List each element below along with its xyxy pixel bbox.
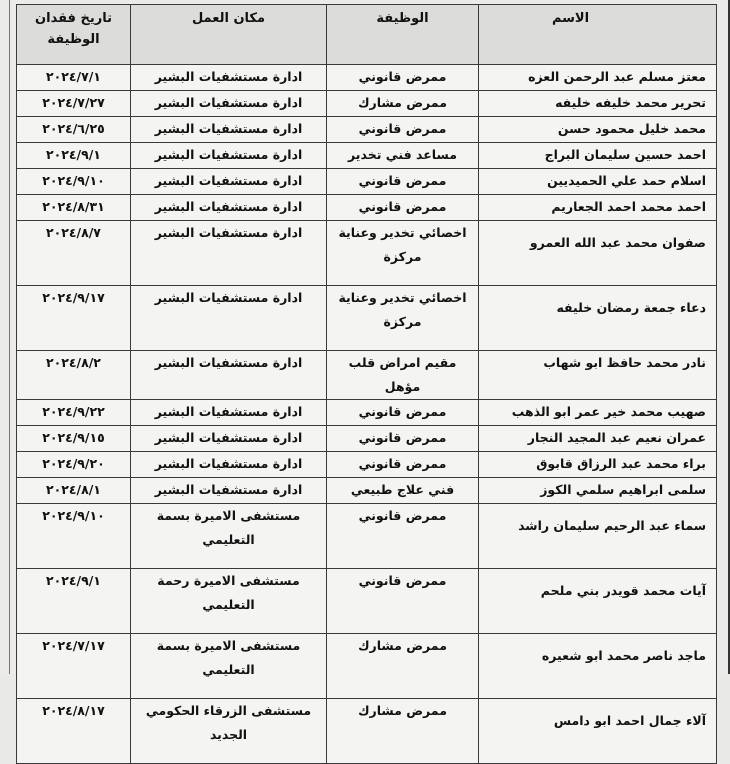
date-cell: ٢٠٢٤/٨/٢ [17,351,131,400]
table-row [17,400,717,426]
name-cell: ماجد ناصر محمد ابو شعيره [479,634,717,699]
place-cell: ادارة مستشفيات البشير [131,400,327,426]
date-cell: ٢٠٢٤/٩/٢٢ [17,400,131,426]
name-cell: سلمى ابراهيم سلمي الكوز [479,478,717,504]
date-cell: ٢٠٢٤/٩/١٠ [17,504,131,569]
table-row [17,169,717,195]
date-cell: ٢٠٢٤/٦/٢٥ [17,117,131,143]
table-row [17,221,717,286]
name-cell: دعاء جمعة رمضان خليفه [479,286,717,351]
table-row [17,351,717,400]
table-row [17,634,717,699]
place-cell: ادارة مستشفيات البشير [131,221,327,286]
header-row [17,5,717,65]
name-cell: احمد حسين سليمان البراج [479,143,717,169]
place-cell: ادارة مستشفيات البشير [131,426,327,452]
table-row [17,478,717,504]
name-cell: معتز مسلم عبد الرحمن العزه [479,65,717,91]
date-cell: ٢٠٢٤/٩/٢٠ [17,452,131,478]
job-cell: ممرض قانوني [327,195,479,221]
table-row [17,286,717,351]
table-row [17,117,717,143]
job-cell: ممرض مشارك [327,699,479,764]
place-cell: ادارة مستشفيات البشير [131,452,327,478]
table-row [17,452,717,478]
job-cell: ممرض قانوني [327,400,479,426]
job-loss-table [16,4,717,764]
date-cell: ٢٠٢٤/٨/١٧ [17,699,131,764]
name-cell: عمران نعيم عبد المجيد النجار [479,426,717,452]
header-name: الاسم [479,5,717,65]
name-cell: آيات محمد قويدر بني ملحم [479,569,717,634]
date-cell: ٢٠٢٤/٧/١ [17,65,131,91]
name-cell: براء محمد عبد الرزاق قابوق [479,452,717,478]
table-row [17,504,717,569]
header-date: تاريخ فقدان الوظيفة [17,5,131,65]
job-cell: مساعد فني تخدير [327,143,479,169]
name-cell: آلاء جمال احمد ابو دامس [479,699,717,764]
job-cell: ممرض قانوني [327,117,479,143]
date-cell: ٢٠٢٤/٨/١ [17,478,131,504]
date-cell: ٢٠٢٤/٩/١ [17,569,131,634]
place-cell: مستشفى الاميرة رحمة التعليمي [131,569,327,634]
place-cell: مستشفى الاميرة بسمة التعليمي [131,504,327,569]
date-cell: ٢٠٢٤/٧/١٧ [17,634,131,699]
date-cell: ٢٠٢٤/٩/١ [17,143,131,169]
name-cell: تحرير محمد خليفه خليفه [479,91,717,117]
header-place: مكان العمل [131,5,327,65]
place-cell: مستشفى الاميرة بسمة التعليمي [131,634,327,699]
name-cell: نادر محمد حافظ ابو شهاب [479,351,717,400]
place-cell: ادارة مستشفيات البشير [131,169,327,195]
name-cell: سماء عبد الرحيم سليمان راشد [479,504,717,569]
place-cell: ادارة مستشفيات البشير [131,117,327,143]
place-cell: ادارة مستشفيات البشير [131,286,327,351]
job-cell: اخصائي تخدير وعناية مركزة [327,286,479,351]
name-cell: اسلام حمد علي الحميديين [479,169,717,195]
table-row [17,65,717,91]
job-cell: ممرض قانوني [327,65,479,91]
job-cell: ممرض قانوني [327,504,479,569]
date-cell: ٢٠٢٤/٩/١٠ [17,169,131,195]
place-cell: ادارة مستشفيات البشير [131,195,327,221]
name-cell: محمد خليل محمود حسن [479,117,717,143]
name-cell: احمد محمد احمد الجعاريم [479,195,717,221]
table-row [17,143,717,169]
table-row [17,569,717,634]
place-cell: ادارة مستشفيات البشير [131,91,327,117]
date-cell: ٢٠٢٤/٨/٣١ [17,195,131,221]
job-cell: اخصائي تخدير وعناية مركزة [327,221,479,286]
date-cell: ٢٠٢٤/٩/١٧ [17,286,131,351]
place-cell: ادارة مستشفيات البشير [131,65,327,91]
job-cell: ممرض قانوني [327,569,479,634]
place-cell: ادارة مستشفيات البشير [131,351,327,400]
header-job: الوظيفة [327,5,479,65]
job-cell: ممرض قانوني [327,169,479,195]
date-cell: ٢٠٢٤/٩/١٥ [17,426,131,452]
job-cell: ممرض قانوني [327,452,479,478]
place-cell: مستشفى الزرقاء الحكومي الجديد [131,699,327,764]
name-cell: صهيب محمد خير عمر ابو الذهب [479,400,717,426]
date-cell: ٢٠٢٤/٨/٧ [17,221,131,286]
job-cell: فني علاج طبيعي [327,478,479,504]
place-cell: ادارة مستشفيات البشير [131,143,327,169]
table-row [17,195,717,221]
job-cell: ممرض مشارك [327,91,479,117]
name-cell: صفوان محمد عبد الله العمرو [479,221,717,286]
date-cell: ٢٠٢٤/٧/٢٧ [17,91,131,117]
table-row [17,91,717,117]
job-cell: ممرض مشارك [327,634,479,699]
table-row [17,426,717,452]
job-cell: ممرض قانوني [327,426,479,452]
place-cell: ادارة مستشفيات البشير [131,478,327,504]
job-cell: مقيم امراض قلب مؤهل [327,351,479,400]
table-row [17,699,717,764]
